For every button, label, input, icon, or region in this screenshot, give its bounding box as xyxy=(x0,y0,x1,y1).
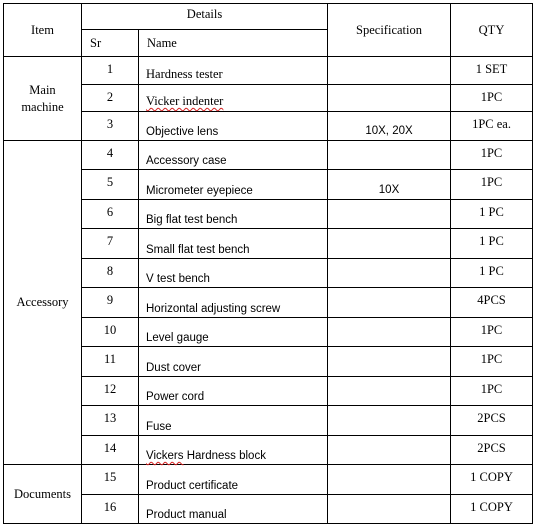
row-spec xyxy=(328,318,451,347)
row-name-rest: Hardness block xyxy=(183,450,266,462)
table-row xyxy=(4,406,533,436)
table-row xyxy=(4,465,533,495)
row-name: Level gauge xyxy=(139,318,328,347)
row-qty: 1PC ea. xyxy=(451,112,533,141)
row-sr: 10 xyxy=(82,318,139,347)
table-row xyxy=(4,200,533,229)
row-qty: 1 COPY xyxy=(451,465,533,495)
row-sr: 8 xyxy=(82,259,139,288)
row-name xyxy=(139,436,328,465)
row-sr: 5 xyxy=(82,170,139,200)
row-sr: 4 xyxy=(82,141,139,170)
table-row xyxy=(4,170,533,200)
group-main-machine-line2: machine xyxy=(21,99,64,114)
row-spec xyxy=(328,436,451,465)
table-row xyxy=(4,495,533,524)
row-name: V test bench xyxy=(139,259,328,288)
row-qty: 1 PC xyxy=(451,200,533,229)
row-spec xyxy=(328,229,451,259)
row-qty: 2PCS xyxy=(451,406,533,436)
row-qty: 2PCS xyxy=(451,436,533,465)
group-main-machine-line1: Main xyxy=(29,82,56,97)
row-name: Hardness tester xyxy=(139,57,328,85)
header-name: Name xyxy=(139,30,328,57)
spellcheck-underlined-text: Vicker indenter xyxy=(146,94,224,108)
row-qty: 1PC xyxy=(451,170,533,200)
table-row xyxy=(4,318,533,347)
table-row xyxy=(4,347,533,377)
row-sr: 14 xyxy=(82,436,139,465)
group-main-machine xyxy=(4,57,82,141)
row-sr: 16 xyxy=(82,495,139,524)
row-sr: 2 xyxy=(82,85,139,112)
row-spec: 10X xyxy=(328,170,451,200)
row-qty: 4PCS xyxy=(451,288,533,318)
row-name: Big flat test bench xyxy=(139,200,328,229)
row-spec xyxy=(328,465,451,495)
row-name: Product certificate xyxy=(139,465,328,495)
row-qty: 1PC xyxy=(451,85,533,112)
packing-list-table xyxy=(3,3,533,524)
row-qty: 1 COPY xyxy=(451,495,533,524)
row-name: Dust cover xyxy=(139,347,328,377)
row-qty: 1PC xyxy=(451,377,533,406)
row-qty: 1 SET xyxy=(451,57,533,85)
row-qty: 1PC xyxy=(451,347,533,377)
row-name: Accessory case xyxy=(139,141,328,170)
row-sr: 3 xyxy=(82,112,139,141)
header-specification: Specification xyxy=(328,4,451,57)
table-row xyxy=(4,288,533,318)
row-sr: 13 xyxy=(82,406,139,436)
row-sr: 12 xyxy=(82,377,139,406)
table-row xyxy=(4,229,533,259)
header-qty: QTY xyxy=(451,4,533,57)
row-name: Fuse xyxy=(139,406,328,436)
row-qty: 1PC xyxy=(451,318,533,347)
table-row xyxy=(4,259,533,288)
row-spec xyxy=(328,85,451,112)
table-row xyxy=(4,377,533,406)
table-row xyxy=(4,57,533,85)
row-spec xyxy=(328,406,451,436)
spellcheck-underlined-text: Vickers xyxy=(146,450,184,462)
table-row xyxy=(4,112,533,141)
row-name: Power cord xyxy=(139,377,328,406)
row-qty: 1 PC xyxy=(451,229,533,259)
header-sr: Sr xyxy=(82,30,139,57)
row-spec xyxy=(328,57,451,85)
row-name: Small flat test bench xyxy=(139,229,328,259)
row-sr: 7 xyxy=(82,229,139,259)
table-row xyxy=(4,85,533,112)
row-sr: 6 xyxy=(82,200,139,229)
row-spec xyxy=(328,377,451,406)
row-name: Product manual xyxy=(139,495,328,524)
row-spec xyxy=(328,347,451,377)
row-sr: 11 xyxy=(82,347,139,377)
row-sr: 1 xyxy=(82,57,139,85)
row-sr: 9 xyxy=(82,288,139,318)
table-row xyxy=(4,436,533,465)
row-spec xyxy=(328,495,451,524)
header-details: Details xyxy=(82,4,328,30)
row-name: Objective lens xyxy=(139,112,328,141)
row-name xyxy=(139,85,328,112)
header-item: Item xyxy=(4,4,82,57)
row-name: Micrometer eyepiece xyxy=(139,170,328,200)
row-spec: 10X, 20X xyxy=(328,112,451,141)
row-spec xyxy=(328,141,451,170)
group-accessory: Accessory xyxy=(4,141,82,465)
group-documents: Documents xyxy=(4,465,82,524)
row-sr: 15 xyxy=(82,465,139,495)
row-name: Horizontal adjusting screw xyxy=(139,288,328,318)
row-spec xyxy=(328,259,451,288)
row-spec xyxy=(328,200,451,229)
row-spec xyxy=(328,288,451,318)
row-qty: 1 PC xyxy=(451,259,533,288)
table-row xyxy=(4,141,533,170)
row-qty: 1PC xyxy=(451,141,533,170)
